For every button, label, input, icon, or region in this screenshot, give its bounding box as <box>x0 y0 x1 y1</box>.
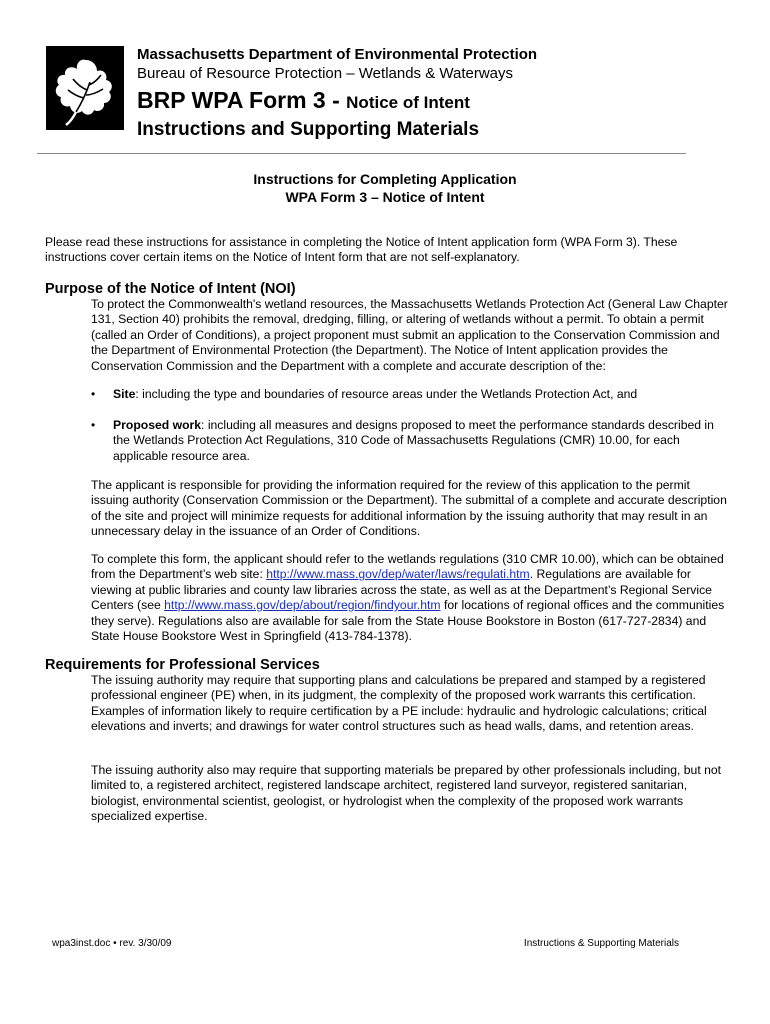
footer-doc-revision: wpa3inst.doc • rev. 3/30/09 <box>52 938 172 949</box>
bullet-dot-icon: • <box>91 418 96 432</box>
regs-text-c: for locations of regional offices and the communities they serve). Regulations also are available for sale from the State House Bookstore in Boston (617-727-2834) and State House Bookstore West in Springfield (413-784-1378). <box>91 598 725 644</box>
bullet-proposed-work-term: Proposed work <box>113 418 202 432</box>
purpose-heading: Purpose of the Notice of Intent (NOI) <box>45 281 296 297</box>
professional-paragraph-1: The issuing authority may require that supporting plans and calculations be prepared and stamped by a registered professional engineer (PE) when, in its judgment, the complexity of the proposed work warrants this certification. Examples of information likely to require certification by a PE include: hydraulic and hydrologic calculations; critical elevations and inverts; and drawings for water control structures such as head walls, dams, and retention areas. <box>91 673 707 734</box>
bullet-site-desc: : including the type and boundaries of resource areas under the Wetlands Protection Act, and <box>135 387 638 401</box>
bullet-proposed-work-desc: : including all measures and designs proposed to meet the performance standards described in the Wetlands Protection Act Regulations, 310 Code of Massachusetts Regulations (CMR) 10.00, for each applicable resource area. <box>113 418 714 463</box>
bullet-dot-icon: • <box>91 387 96 401</box>
bullet-site-text <box>113 387 731 402</box>
bullet-proposed-work-text <box>113 418 731 464</box>
instructions-title-line1: Instructions for Completing Application <box>253 171 517 187</box>
form-title-main: BRP WPA Form 3 - <box>137 87 347 113</box>
bullet-site-term: Site <box>113 387 136 401</box>
form-subtitle: Instructions and Supporting Materials <box>137 119 480 140</box>
agency-name: Massachusetts Department of Environmental Protection <box>137 46 538 63</box>
bureau-name: Bureau of Resource Protection – Wetlands & Waterways <box>137 65 514 82</box>
form-title <box>137 85 737 118</box>
purpose-paragraph-3 <box>91 552 731 644</box>
intro-paragraph: Please read these instructions for assistance in completing the Notice of Intent application form (WPA Form 3). These instructions cover certain items on the Notice of Intent form that are not self-explanatory. <box>45 235 678 265</box>
regs-text-a: To complete this form, the applicant should refer to the wetlands regulations (310 CMR 10.00), which can be obtained from the Department’s web site: <box>91 552 724 582</box>
document-header <box>137 46 737 142</box>
regional-offices-link[interactable]: http://www.mass.gov/dep/about/region/findyour.htm <box>164 598 441 613</box>
form-title-sub: Notice of Intent <box>346 93 470 112</box>
massdep-leaf-logo-icon <box>46 46 124 130</box>
instructions-title <box>0 170 770 206</box>
purpose-paragraph-1: To protect the Commonwealth's wetland resources, the Massachusetts Wetlands Protection Act (General Law Chapter 131, Section 40) prohibits the removal, dredging, filling, or altering of wetlands without a permit. To obtain a permit (called an Order of Conditions), a project proponent must submit an application to the Conservation Commission and the Department of Environmental Protection (the Department). The Notice of Intent application provides the Conservation Commission and the Department with a complete and accurate description of the: <box>91 297 728 373</box>
professional-heading: Requirements for Professional Services <box>45 657 320 673</box>
footer-section-name: Instructions & Supporting Materials <box>523 938 679 949</box>
header-divider <box>37 153 686 154</box>
regs-text-b: . Regulations are available for viewing at public libraries and county law libraries across the state, as well as at the Department’s Regional Service Centers (see <box>91 567 712 613</box>
professional-paragraph-2: The issuing authority also may require that supporting materials be prepared by other professionals including, but not limited to, a registered architect, registered landscape architect, registered land surveyor, registered sanitarian, biologist, environmental scientist, geologist, or hydrologist when the complexity of the proposed work warrants specialized expertise. <box>91 763 722 824</box>
regulations-link[interactable]: http://www.mass.gov/dep/water/laws/regulati.htm <box>266 567 530 582</box>
purpose-paragraph-2: The applicant is responsible for providing the information required for the review of this application to the permit issuing authority (Conservation Commission or the Department). The submittal of a complete and accurate description of the site and project will minimize requests for additional information by the issuing authority that may result in an unnecessary delay in the issuance of an Order of Conditions. <box>91 478 727 539</box>
instructions-title-line2: WPA Form 3 – Notice of Intent <box>285 189 485 205</box>
